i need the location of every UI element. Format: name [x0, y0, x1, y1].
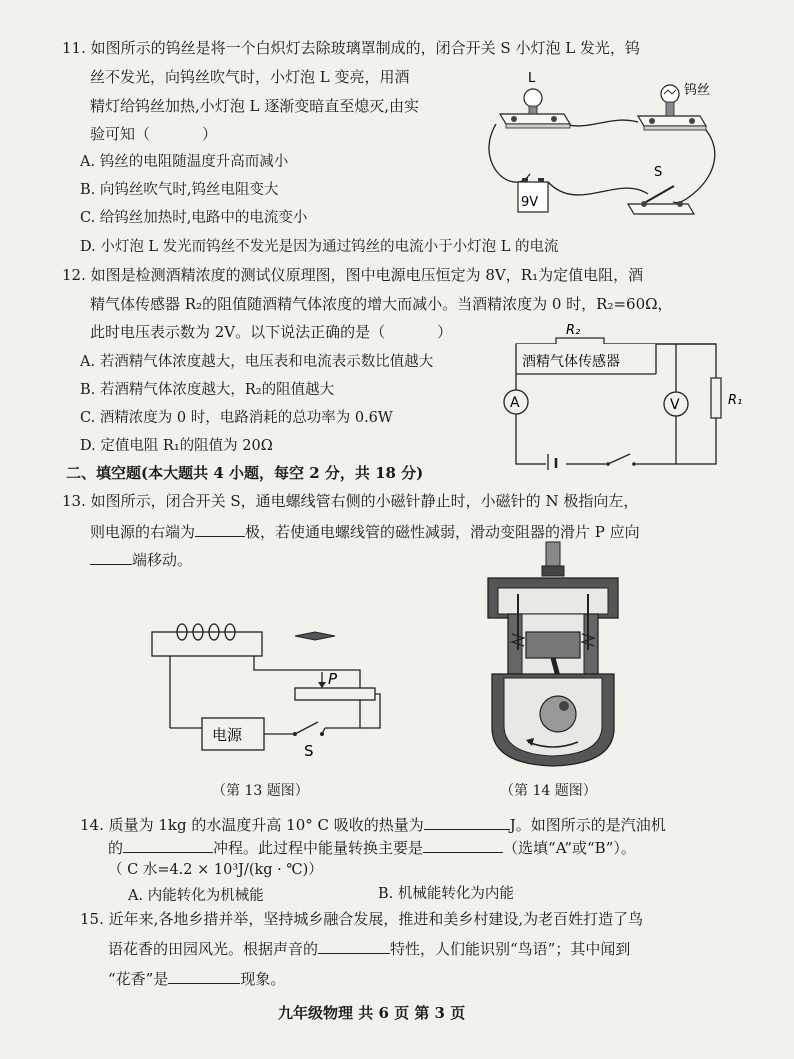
- q15-line2-prefix: 语花香的田园风光。根据声音的: [108, 940, 319, 958]
- q13-label-S: S: [304, 742, 314, 760]
- q12-line3-suffix: ）: [437, 323, 453, 341]
- q11-option-c: C. 给钨丝加热时,电路中的电流变小: [80, 210, 308, 226]
- q13-solenoid-figure: [150, 612, 390, 772]
- q11-line1: 11. 如图所示的钨丝是将一个白炽灯去除玻璃罩制成的，闭合开关 S 小灯泡 L 发光，钨: [62, 39, 640, 57]
- q11-option-d: D. 小灯泡 L 发光而钨丝不发光是因为通过钨丝的电流小于小灯泡 L 的电流: [80, 239, 559, 255]
- q11-battery-label: 9V: [521, 195, 539, 210]
- q13-blank-1[interactable]: [195, 520, 245, 537]
- q15-blank-sound[interactable]: [318, 937, 390, 954]
- q14-option-b: B. 机械能转化为内能: [378, 886, 514, 902]
- q14-constant: （ C 水=4.2 × 10³J/(kg · ℃)）: [108, 862, 323, 878]
- q11-line2: 丝不发光，向钨丝吹气时，小灯泡 L 变亮，用酒: [90, 68, 410, 86]
- q12-ammeter: A: [510, 395, 520, 411]
- q12-option-a: A. 若酒精气体浓度越大，电压表和电流表示数比值越大: [80, 354, 434, 370]
- q14-line1-suffix: J。如图所示的是汽油机: [509, 816, 666, 834]
- q11-circuit-figure: [478, 64, 728, 224]
- q14-line1: [80, 813, 666, 835]
- q15-line3: [108, 967, 285, 989]
- q11-option-a: A. 钨丝的电阻随温度升高而减小: [80, 154, 289, 170]
- q13-caption: （第 13 题图）: [212, 783, 309, 799]
- q11-line4: [90, 124, 217, 144]
- page-footer: 九年级物理 共 6 页 第 3 页: [278, 1004, 466, 1022]
- q11-option-b: B. 向钨丝吹气时,钨丝电阻变大: [80, 182, 279, 198]
- q14-option-a: A. 内能转化为机械能: [128, 888, 264, 904]
- section2-title: 二、填空题(本大题共 4 小题，每空 2 分，共 18 分): [66, 464, 424, 482]
- q14-blank-stroke[interactable]: [123, 836, 213, 853]
- q12-line2: 精气体传感器 R₂的阻值随酒精气体浓度的增大而减小。当酒精浓度为 0 时，R₂=60Ω，: [90, 295, 673, 313]
- q15-line3-prefix: “花香”是: [108, 970, 169, 988]
- q14-engine-figure: [478, 538, 638, 774]
- q14-blank-energy[interactable]: [423, 836, 503, 853]
- q13-line3: [90, 548, 192, 570]
- q12-label-r2: R₂: [566, 323, 581, 338]
- q14-line1-prefix: 14. 质量为 1kg 的水温度升高 10° C 吸收的热量为: [80, 816, 424, 834]
- q12-option-c: C. 酒精浓度为 0 时，电路消耗的总功率为 0.6W: [80, 410, 393, 426]
- q11-line4-prefix: 验可知（: [90, 125, 151, 143]
- q13-line2-mid: 极，若使通电螺线管的磁性减弱，滑动变阻器的滑片 P 应向: [245, 523, 640, 541]
- q12-line3-prefix: 此时电压表示数为 2V。以下说法正确的是（: [90, 323, 386, 341]
- q13-line3-suffix: 端移动。: [132, 551, 193, 569]
- q14-line2-prefix: 的: [108, 839, 124, 857]
- q12-option-b: B. 若酒精气体浓度越大，R₂的阻值越大: [80, 382, 335, 398]
- q14-caption: （第 14 题图）: [500, 783, 597, 799]
- q14-blank-heat[interactable]: [424, 813, 510, 830]
- q13-line1: 13. 如图所示，闭合开关 S，通电螺线管右侧的小磁针静止时，小磁针的 N 极指向左，: [62, 492, 639, 510]
- q12-voltmeter: V: [670, 397, 680, 413]
- q13-power-label: 电源: [212, 726, 243, 744]
- q12-line3: [90, 322, 452, 342]
- q13-label-P: P: [328, 670, 338, 688]
- q15-blank-phenomenon[interactable]: [168, 967, 240, 984]
- q15-line2-suffix: 特性，人们能识别“鸟语”；其中闻到: [390, 940, 631, 958]
- q11-line3: 精灯给钨丝加热,小灯泡 L 逐渐变暗直至熄灭,由实: [90, 97, 420, 115]
- q12-option-d: D. 定值电阻 R₁的阻值为 20Ω: [80, 438, 273, 454]
- q15-line3-suffix: 现象。: [240, 970, 286, 988]
- q14-line2-mid: 冲程。此过程中能量转换主要是: [213, 839, 424, 857]
- q11-label-L: L: [528, 71, 536, 86]
- q11-line4-suffix: ）: [202, 125, 218, 143]
- q13-blank-2[interactable]: [90, 548, 132, 565]
- q15-line1: 15. 近年来,各地乡措并举，坚持城乡融合发展，推进和美乡村建设,为老百姓打造了鸟: [80, 910, 644, 928]
- q15-line2: [108, 937, 630, 959]
- q12-line1: 12. 如图是检测酒精浓度的测试仪原理图，图中电源电压恒定为 8V，R₁为定值电阻，酒: [62, 266, 644, 284]
- q14-line2-suffix: （选填“A”或“B”）。: [503, 839, 636, 857]
- q12-sensor-label: 酒精气体传感器: [522, 354, 620, 370]
- q12-label-r1: R₁: [728, 393, 743, 408]
- q11-label-wire: 钨丝: [684, 83, 711, 98]
- q14-line2: [108, 836, 636, 858]
- q13-line2-prefix: 则电源的右端为: [90, 523, 196, 541]
- q12-circuit-figure: [496, 322, 748, 470]
- q11-label-S: S: [654, 165, 663, 180]
